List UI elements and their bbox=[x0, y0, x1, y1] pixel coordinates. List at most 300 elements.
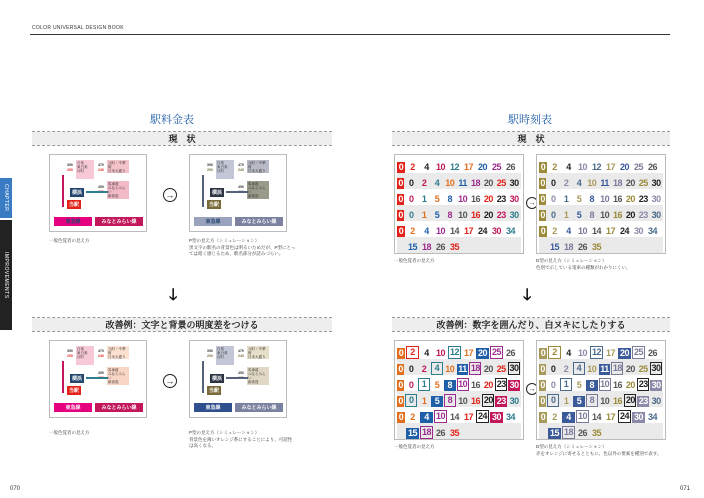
timetable-row bbox=[539, 205, 663, 221]
minute-cell: 2 bbox=[552, 226, 557, 236]
minute-cell: 4 bbox=[566, 348, 571, 358]
minute-cell: 5 bbox=[576, 194, 582, 204]
minute-cell: 23 bbox=[638, 210, 648, 220]
fare-line-tokyu: 東急線 bbox=[54, 217, 92, 226]
fare-station-box: 元町・中華街 日本大通り bbox=[247, 346, 269, 359]
timetable-row bbox=[539, 375, 663, 391]
minute-cell: 10 bbox=[600, 210, 610, 220]
timetable-row bbox=[539, 173, 663, 189]
hour-cell: 0 bbox=[540, 226, 546, 236]
timetable-row bbox=[539, 189, 663, 205]
minute-cell: 10 bbox=[435, 348, 445, 358]
fare-line-mm: みなとみらい線 bbox=[235, 403, 283, 412]
minute-cell: 10 bbox=[600, 194, 610, 204]
fare-num: 200 bbox=[207, 354, 213, 358]
minute-cell: 25 bbox=[633, 347, 643, 357]
hour-cell: 0 bbox=[398, 396, 403, 406]
minute-cell: 4 bbox=[424, 348, 429, 358]
hour-cell: 0 bbox=[540, 210, 545, 220]
minute-cell: 26 bbox=[647, 162, 657, 172]
fare-line-mm: みなとみらい線 bbox=[235, 217, 283, 226]
arrow-down-icon: 🡓 bbox=[169, 287, 178, 304]
fare-num: 470 bbox=[238, 163, 244, 167]
minute-cell: 2 bbox=[410, 162, 415, 172]
timetable-improved-sim bbox=[536, 340, 666, 440]
hour-cell: 0 bbox=[540, 412, 546, 422]
minute-cell: 1 bbox=[563, 210, 569, 220]
minute-cell: 4 bbox=[576, 178, 582, 188]
hour-cell: 0 bbox=[540, 348, 546, 358]
minute-cell: 20 bbox=[625, 194, 635, 204]
timetable-row bbox=[397, 157, 521, 173]
minute-cell: 20 bbox=[625, 395, 635, 405]
minute-cell: 8 bbox=[589, 210, 595, 220]
minute-cell: 0 bbox=[550, 210, 556, 220]
timetable-row bbox=[397, 221, 521, 237]
minute-cell: 4 bbox=[566, 162, 571, 172]
minute-cell: 26 bbox=[577, 242, 587, 252]
minute-cell: 30 bbox=[651, 396, 661, 406]
minute-cell: 20 bbox=[625, 364, 635, 374]
timetable-row bbox=[397, 407, 521, 423]
fare-num: 450 bbox=[98, 185, 104, 189]
side-tab-section bbox=[0, 220, 12, 330]
minute-cell: 14 bbox=[591, 412, 601, 422]
minute-cell: 35 bbox=[591, 242, 601, 252]
minute-cell: 20 bbox=[483, 380, 493, 390]
fare-here: 当駅 bbox=[69, 202, 80, 208]
minute-cell: 16 bbox=[613, 194, 623, 204]
minute-cell: 24 bbox=[477, 411, 487, 421]
timetable-row bbox=[397, 173, 521, 189]
timetable-row bbox=[539, 221, 663, 237]
fare-here: 当駅 bbox=[209, 388, 220, 394]
hour-cell: 0 bbox=[398, 194, 403, 204]
minute-cell: 0 bbox=[408, 210, 414, 220]
minute-cell: 4 bbox=[424, 226, 429, 236]
header-rule bbox=[30, 34, 670, 35]
minute-cell: 30 bbox=[491, 226, 501, 236]
fare-num: 390 bbox=[207, 349, 213, 353]
minute-cell: 17 bbox=[463, 162, 473, 172]
fare-num: 470 bbox=[98, 349, 104, 353]
arrow-right-icon-3: → bbox=[526, 197, 538, 209]
minute-cell: 25 bbox=[633, 162, 643, 172]
minute-cell: 25 bbox=[638, 364, 648, 374]
minute-cell: 15 bbox=[549, 428, 559, 438]
minute-cell: 16 bbox=[613, 210, 623, 220]
timetable-row bbox=[539, 237, 663, 253]
fare-connector bbox=[202, 361, 204, 393]
minute-cell: 10 bbox=[577, 411, 587, 421]
minute-cell: 1 bbox=[563, 396, 569, 406]
minute-cell: 30 bbox=[491, 412, 501, 422]
fare-panel-improved-sim bbox=[189, 340, 287, 418]
minute-cell: 25 bbox=[496, 364, 506, 374]
side-chapter-label: CHAPTER bbox=[3, 184, 9, 212]
minute-cell: 10 bbox=[435, 226, 445, 236]
minute-cell: 12 bbox=[591, 162, 601, 172]
minute-cell: 2 bbox=[563, 364, 569, 374]
minute-cell: 24 bbox=[619, 411, 629, 421]
minute-cell: 26 bbox=[435, 242, 445, 252]
hour-cell: 0 bbox=[540, 178, 545, 188]
right-title: 駅時刻表 bbox=[508, 114, 552, 126]
minute-cell: 10 bbox=[435, 411, 445, 421]
fare-num: 390 bbox=[207, 163, 213, 167]
minute-cell: 18 bbox=[421, 427, 431, 437]
minute-cell: 12 bbox=[591, 347, 601, 357]
header-title: COLOR UNIVERSAL DESIGN BOOK bbox=[32, 25, 124, 31]
minute-cell: 18 bbox=[563, 242, 573, 252]
fare-num: 200 bbox=[67, 168, 73, 172]
fare-num: 200 bbox=[207, 168, 213, 172]
fare-station-box: 元町・中華街 日本大通り bbox=[107, 160, 129, 173]
hour-cell: 0 bbox=[540, 162, 546, 172]
arrow-right-icon-2: → bbox=[163, 374, 177, 388]
minute-cell: 2 bbox=[563, 178, 569, 188]
left-cap-sim2: P型の見え方（シミュレーション） 背景色を薄いオレンジ系にすることにより、可読性 は高くなる。 bbox=[189, 430, 293, 448]
right-cap-sim1: D型の見え方（シミュレーション） 色別で示している電車の種類がわかりにくい。 bbox=[536, 258, 631, 270]
hour-cell: 0 bbox=[398, 162, 404, 172]
minute-cell: 10 bbox=[600, 379, 610, 389]
minute-cell: 10 bbox=[587, 364, 597, 374]
minute-cell: 10 bbox=[587, 178, 597, 188]
fare-station-box: 元町・中華街 日本大通り bbox=[107, 346, 129, 359]
minute-cell: 26 bbox=[647, 348, 657, 358]
fare-num: 470 bbox=[238, 349, 244, 353]
fare-line-tokyu: 東急線 bbox=[194, 217, 232, 226]
minute-cell: 35 bbox=[449, 428, 459, 438]
minute-cell: 30 bbox=[509, 380, 519, 390]
minute-cell: 18 bbox=[470, 363, 480, 373]
fare-panel-improved-normal bbox=[49, 340, 147, 418]
fare-num: 450 bbox=[238, 371, 244, 375]
minute-cell: 0 bbox=[408, 364, 414, 374]
fare-connector bbox=[226, 191, 248, 193]
minute-cell: 23 bbox=[638, 379, 648, 389]
minute-cell: 23 bbox=[496, 396, 506, 406]
minute-cell: 4 bbox=[562, 412, 575, 423]
minute-cell: 4 bbox=[566, 226, 571, 236]
minute-cell: 10 bbox=[445, 178, 455, 188]
minute-cell: 26 bbox=[505, 162, 515, 172]
fare-connector bbox=[86, 377, 108, 379]
minute-cell: 18 bbox=[612, 363, 622, 373]
minute-cell: 2 bbox=[421, 178, 427, 188]
minute-cell: 20 bbox=[477, 162, 487, 172]
minute-cell: 1 bbox=[421, 210, 427, 220]
minute-cell: 23 bbox=[496, 210, 506, 220]
fare-connector bbox=[202, 175, 204, 207]
minute-cell: 17 bbox=[605, 348, 615, 358]
minute-cell: 34 bbox=[647, 226, 657, 236]
minute-cell: 23 bbox=[638, 194, 648, 204]
hour-cell: 0 bbox=[398, 364, 403, 374]
minute-cell: 0 bbox=[550, 178, 556, 188]
minute-cell: 16 bbox=[613, 380, 623, 390]
minute-cell: 0 bbox=[408, 178, 414, 188]
minute-cell: 23 bbox=[638, 396, 648, 406]
fare-num: 450 bbox=[238, 185, 244, 189]
minute-cell: 18 bbox=[471, 178, 481, 188]
minute-cell: 20 bbox=[483, 395, 493, 405]
fare-panel-normal bbox=[49, 154, 147, 232]
fare-num: 450 bbox=[98, 371, 104, 375]
fare-connector bbox=[86, 191, 108, 193]
minute-cell: 11 bbox=[600, 178, 609, 188]
fare-station-box: 馬車道 みなとみらい 新高島 bbox=[247, 367, 269, 385]
fare-num: 470 bbox=[98, 163, 104, 167]
minute-cell: 2 bbox=[406, 346, 419, 359]
minute-cell: 24 bbox=[619, 226, 629, 236]
hour-cell: 0 bbox=[540, 396, 545, 406]
minute-cell: 1 bbox=[563, 194, 569, 204]
hour-cell: 0 bbox=[540, 364, 545, 374]
arrow-right-icon-4: → bbox=[526, 383, 538, 395]
minute-cell: 11 bbox=[600, 364, 609, 374]
minute-cell: 34 bbox=[647, 412, 657, 422]
timetable-row bbox=[539, 391, 663, 407]
timetable-row bbox=[397, 359, 521, 375]
minute-cell: 16 bbox=[471, 210, 481, 220]
minute-cell: 12 bbox=[449, 347, 459, 357]
left-cap-normal: 一般色覚者の見え方 bbox=[49, 238, 90, 243]
timetable-improved-normal bbox=[394, 340, 524, 440]
left-band-current: 現 状 bbox=[32, 132, 332, 145]
minute-cell: 30 bbox=[633, 412, 643, 422]
timetable-sim bbox=[536, 154, 666, 254]
timetable-row bbox=[539, 423, 663, 439]
minute-cell: 25 bbox=[496, 178, 506, 188]
fare-yokohama: 横浜 bbox=[72, 190, 83, 196]
minute-cell: 4 bbox=[431, 362, 443, 375]
minute-cell: 5 bbox=[431, 396, 443, 407]
minute-cell: 10 bbox=[577, 162, 587, 172]
minute-cell: 35 bbox=[591, 428, 601, 438]
minute-cell: 18 bbox=[563, 427, 573, 437]
minute-cell: 8 bbox=[586, 394, 598, 407]
fare-connector bbox=[62, 361, 64, 393]
minute-cell: 15 bbox=[407, 428, 417, 438]
minute-cell: 1 bbox=[421, 396, 427, 406]
fare-here: 当駅 bbox=[209, 202, 220, 208]
right-cap-sim2: D型の見え方（シミュレーション） 赤をオレンジに寄せるとともに、色以外の要素を種別で表す。 bbox=[536, 444, 662, 456]
left-cap-normal-2: 一般色覚者の見え方 bbox=[49, 430, 90, 435]
fare-connector bbox=[226, 377, 248, 379]
minute-cell: 8 bbox=[444, 394, 456, 407]
minute-cell: 10 bbox=[458, 379, 468, 389]
minute-cell: 5 bbox=[576, 380, 582, 390]
fare-panel-sim bbox=[189, 154, 287, 232]
minute-cell: 25 bbox=[638, 178, 648, 188]
minute-cell: 20 bbox=[477, 348, 487, 358]
minute-cell: 0 bbox=[550, 380, 556, 390]
hour-cell: 0 bbox=[398, 178, 403, 188]
minute-cell: 2 bbox=[410, 226, 415, 236]
minute-cell: 0 bbox=[408, 380, 414, 390]
minute-cell: 20 bbox=[483, 194, 493, 204]
minute-cell: 20 bbox=[619, 162, 629, 172]
timetable-row bbox=[539, 343, 663, 359]
left-cap-sim1: P型の見え方（シミュレーション） 黒文字の駅名の背景色は明るいためだが、P型にとっ ては暗く感じるため、駅名部分が読みづらい。 bbox=[189, 238, 296, 256]
fare-num: 240 bbox=[238, 354, 244, 358]
fare-connector bbox=[62, 175, 64, 207]
minute-cell: 30 bbox=[651, 178, 661, 188]
fare-num: 240 bbox=[238, 168, 244, 172]
page-number-right: 071 bbox=[679, 486, 690, 492]
hour-cell: 0 bbox=[398, 210, 403, 220]
minute-cell: 20 bbox=[625, 380, 635, 390]
minute-cell: 4 bbox=[434, 178, 440, 188]
minute-cell: 11 bbox=[458, 178, 467, 188]
minute-cell: 30 bbox=[651, 380, 661, 390]
fare-num: 200 bbox=[67, 354, 73, 358]
minute-cell: 17 bbox=[605, 412, 615, 422]
minute-cell: 15 bbox=[549, 242, 559, 252]
minute-cell: 10 bbox=[600, 396, 610, 406]
minute-cell: 1 bbox=[421, 194, 427, 204]
minute-cell: 0 bbox=[405, 394, 417, 407]
minute-cell: 4 bbox=[420, 412, 433, 423]
minute-cell: 5 bbox=[434, 194, 440, 204]
minute-cell: 14 bbox=[449, 226, 459, 236]
fare-yokohama: 横浜 bbox=[212, 190, 223, 196]
minute-cell: 1 bbox=[560, 378, 572, 391]
timetable-row bbox=[539, 359, 663, 375]
minute-cell: 20 bbox=[619, 348, 629, 358]
minute-cell: 10 bbox=[577, 348, 587, 358]
fare-num: 240 bbox=[98, 354, 104, 358]
minute-cell: 2 bbox=[552, 412, 557, 422]
minute-cell: 35 bbox=[449, 242, 459, 252]
fare-line-tokyu: 東急線 bbox=[194, 403, 232, 412]
minute-cell: 10 bbox=[435, 162, 445, 172]
fare-num: 390 bbox=[67, 349, 73, 353]
minute-cell: 5 bbox=[434, 380, 440, 390]
left-title: 駅料金表 bbox=[150, 114, 194, 126]
fare-line-mm: みなとみらい線 bbox=[95, 403, 143, 412]
minute-cell: 26 bbox=[505, 348, 515, 358]
fare-line-tokyu: 東急線 bbox=[54, 403, 92, 412]
fare-line-mm: みなとみらい線 bbox=[95, 217, 143, 226]
minute-cell: 20 bbox=[625, 210, 635, 220]
minute-cell: 30 bbox=[509, 396, 519, 406]
minute-cell: 30 bbox=[509, 178, 519, 188]
minute-cell: 30 bbox=[651, 210, 661, 220]
minute-cell: 26 bbox=[577, 428, 587, 438]
minute-cell: 30 bbox=[509, 210, 519, 220]
minute-cell: 0 bbox=[550, 364, 556, 374]
minute-cell: 11 bbox=[458, 364, 467, 374]
minute-cell: 20 bbox=[625, 178, 635, 188]
timetable-row bbox=[397, 343, 521, 359]
minute-cell: 17 bbox=[463, 226, 473, 236]
minute-cell: 15 bbox=[407, 242, 417, 252]
minute-cell: 30 bbox=[509, 194, 519, 204]
minute-cell: 16 bbox=[471, 396, 481, 406]
minute-cell: 2 bbox=[421, 364, 427, 374]
fare-yokohama: 横浜 bbox=[212, 376, 223, 382]
minute-cell: 30 bbox=[651, 194, 661, 204]
fare-station-box: 白楽 東白楽 反町 bbox=[76, 346, 94, 365]
minute-cell: 30 bbox=[509, 363, 519, 373]
minute-cell: 0 bbox=[550, 194, 556, 204]
minute-cell: 5 bbox=[576, 210, 582, 220]
minute-cell: 8 bbox=[589, 194, 595, 204]
minute-cell: 0 bbox=[547, 394, 559, 407]
minute-cell: 8 bbox=[444, 380, 456, 391]
timetable-row bbox=[397, 237, 521, 253]
minute-cell: 2 bbox=[548, 346, 561, 359]
timetable-row bbox=[397, 375, 521, 391]
minute-cell: 20 bbox=[483, 364, 493, 374]
right-cap-normal: 一般色覚者の見え方 bbox=[394, 258, 435, 263]
fare-station-box: 馬車道 みなとみらい 新高島 bbox=[107, 181, 129, 199]
minute-cell: 25 bbox=[491, 162, 501, 172]
fare-here: 当駅 bbox=[69, 388, 80, 394]
arrow-down-icon-2: 🡓 bbox=[523, 287, 532, 304]
timetable-row bbox=[397, 423, 521, 439]
minute-cell: 8 bbox=[586, 380, 598, 391]
minute-cell: 23 bbox=[496, 194, 506, 204]
minute-cell: 12 bbox=[449, 162, 459, 172]
minute-cell: 16 bbox=[613, 396, 623, 406]
page-number-left: 070 bbox=[10, 486, 21, 492]
right-band-current: 現 状 bbox=[392, 132, 670, 145]
timetable-row bbox=[397, 205, 521, 221]
fare-yokohama: 横浜 bbox=[72, 376, 83, 382]
right-cap-normal-2: 一般色覚者の見え方 bbox=[394, 444, 435, 449]
fare-station-box: 白楽 東白楽 反町 bbox=[216, 346, 234, 365]
minute-cell: 18 bbox=[613, 178, 623, 188]
minute-cell: 17 bbox=[605, 162, 615, 172]
minute-cell: 5 bbox=[434, 210, 440, 220]
minute-cell: 10 bbox=[445, 364, 455, 374]
hour-cell: 0 bbox=[398, 380, 403, 390]
minute-cell: 18 bbox=[421, 242, 431, 252]
minute-cell: 2 bbox=[552, 162, 557, 172]
fare-station-box: 馬車道 みなとみらい 新高島 bbox=[247, 181, 269, 199]
minute-cell: 30 bbox=[633, 226, 643, 236]
minute-cell: 16 bbox=[471, 194, 481, 204]
minute-cell: 24 bbox=[477, 226, 487, 236]
minute-cell: 17 bbox=[605, 226, 615, 236]
minute-cell: 1 bbox=[418, 378, 430, 391]
fare-station-box: 元町・中華街 日本大通り bbox=[247, 160, 269, 173]
minute-cell: 34 bbox=[505, 226, 515, 236]
minute-cell: 14 bbox=[591, 226, 601, 236]
timetable-row bbox=[397, 391, 521, 407]
hour-cell: 0 bbox=[398, 412, 404, 422]
hour-cell: 0 bbox=[540, 194, 545, 204]
minute-cell: 26 bbox=[435, 428, 445, 438]
minute-cell: 4 bbox=[424, 162, 429, 172]
minute-cell: 30 bbox=[651, 363, 661, 373]
fare-num: 240 bbox=[98, 168, 104, 172]
minute-cell: 5 bbox=[573, 396, 585, 407]
timetable-normal bbox=[394, 154, 524, 254]
fare-station-box: 馬車道 みなとみらい 新高島 bbox=[107, 367, 129, 385]
minute-cell: 10 bbox=[577, 226, 587, 236]
minute-cell: 10 bbox=[458, 210, 468, 220]
arrow-right-icon: → bbox=[163, 188, 177, 202]
minute-cell: 10 bbox=[458, 396, 468, 406]
fare-station-box: 白楽 東白楽 反町 bbox=[216, 160, 234, 179]
timetable-row bbox=[397, 189, 521, 205]
timetable-row bbox=[539, 157, 663, 173]
minute-cell: 8 bbox=[447, 210, 453, 220]
